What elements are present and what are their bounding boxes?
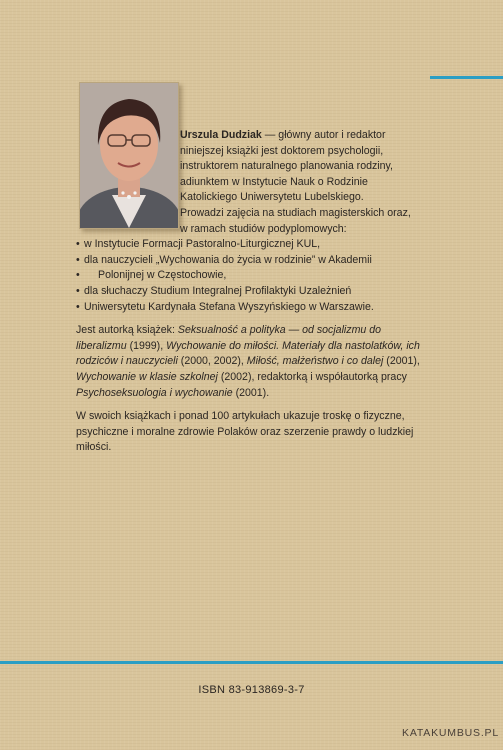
list-item-continuation: • Uniwersytetu Kardynała Stefana Wyszyńskiego w Warszawie. — [76, 300, 421, 316]
author-teaching: Prowadzi zajęcia na studiach magisterskich oraz, w ramach studiów podyplomowych: — [180, 206, 411, 235]
bottom-accent-line — [0, 661, 503, 664]
closing-paragraph: W swoich książkach i ponad 100 artykułach ukazuje troskę o fizyczne, psychiczne i moralne zdrowie Polaków oraz szerzenie prawdy o ludzkiej miłości. — [76, 410, 414, 454]
author-bio-intro: Urszula Dudziak — główny autor i redaktor niniejszej książki jest doktorem psychologii, instruktorem naturalnego planowania rodziny, adiunktem w Instytucie Nauk o Rodzinie Katolickiego Uniwersytetu Lubelskiego. — [180, 129, 393, 204]
list-item: • dla nauczycieli „Wychowania do życia w rodzinie” w Akademii — [76, 253, 421, 269]
teaching-list — [76, 237, 421, 315]
author-name: Urszula Dudziak — [180, 129, 262, 141]
isbn-number: ISBN 83-913869-3-7 — [198, 684, 305, 696]
list-item: • w Instytucie Formacji Pastoralno-Liturgicznej KUL, — [76, 237, 421, 253]
author-works: Jest autorką książek: Seksualność a polityka — od socjalizmu do liberalizmu (1999), Wychowanie do miłości. Materiały dla nastolatków, ich rodziców i nauczycieli (2000, 2002), Miłość, małżeństwo i co dalej (2001), Wychowanie w klasie szkolnej (2002), redaktorką i współautorką pracy Psychoseksuologia i wychowanie (2001). — [76, 324, 420, 399]
book-back-cover-text — [76, 128, 421, 456]
list-item: • dla słuchaczy Studium Integralnej Profilaktyki Uzależnień — [76, 284, 421, 300]
list-item-continuation: • Polonijnej w Częstochowie, — [76, 268, 421, 284]
watermark: KATAKUMBUS.PL — [402, 727, 499, 739]
top-accent-line — [430, 76, 503, 79]
